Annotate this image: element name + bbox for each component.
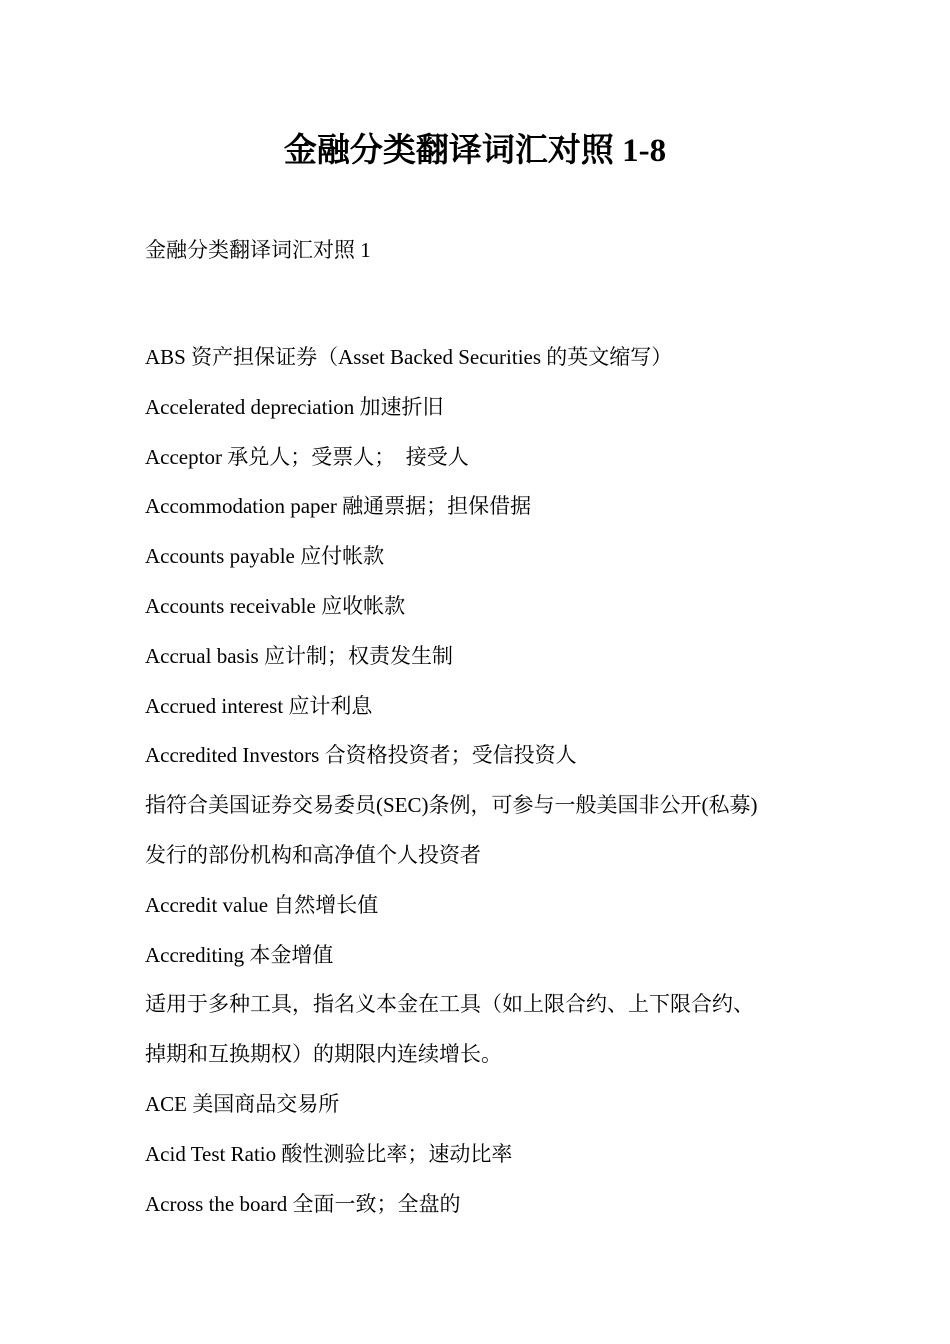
glossary-line: Accredited Investors 合资格投资者；受信投资人: [145, 743, 577, 768]
glossary-line: Acid Test Ratio 酸性测验比率；速动比率: [145, 1141, 513, 1166]
glossary-line: Accrued interest 应计利息: [145, 693, 373, 718]
glossary-line: ABS 资产担保证券（Asset Backed Securities 的英文缩写）: [145, 345, 673, 369]
glossary-line: 指符合美国证券交易委员(SEC)条例，可参与一般美国非公开(私募): [145, 793, 758, 818]
glossary-line: 适用于多种工具，指名义本金在工具（如上限合约、上下限合约、: [145, 992, 754, 1017]
glossary-line: Across the board 全面一致；全盘的: [145, 1191, 461, 1216]
glossary-line: Accrediting 本金增值: [145, 942, 334, 967]
glossary-line: 发行的部份机构和高净值个人投资者: [145, 842, 481, 867]
glossary-line: 掉期和互换期权）的期限内连续增长。: [145, 1042, 502, 1067]
document-subtitle: 金融分类翻译词汇对照 1: [145, 238, 371, 262]
glossary-line: Accounts payable 应付帐款: [145, 544, 385, 569]
glossary-line: Accelerated depreciation 加速折旧: [145, 394, 444, 419]
glossary-line: Accredit value 自然增长值: [145, 892, 379, 917]
glossary-line: Accommodation paper 融通票据；担保借据: [145, 494, 532, 519]
glossary-line: Accrual basis 应计制；权责发生制: [145, 643, 453, 668]
glossary-list: [145, 333, 825, 1229]
document-title: 金融分类翻译词汇对照 1-8: [283, 133, 667, 169]
glossary-line: Accounts receivable 应收帐款: [145, 593, 406, 618]
glossary-line: ACE 美国商品交易所: [145, 1091, 340, 1116]
glossary-line: Acceptor 承兑人；受票人； 接受人: [145, 444, 469, 469]
